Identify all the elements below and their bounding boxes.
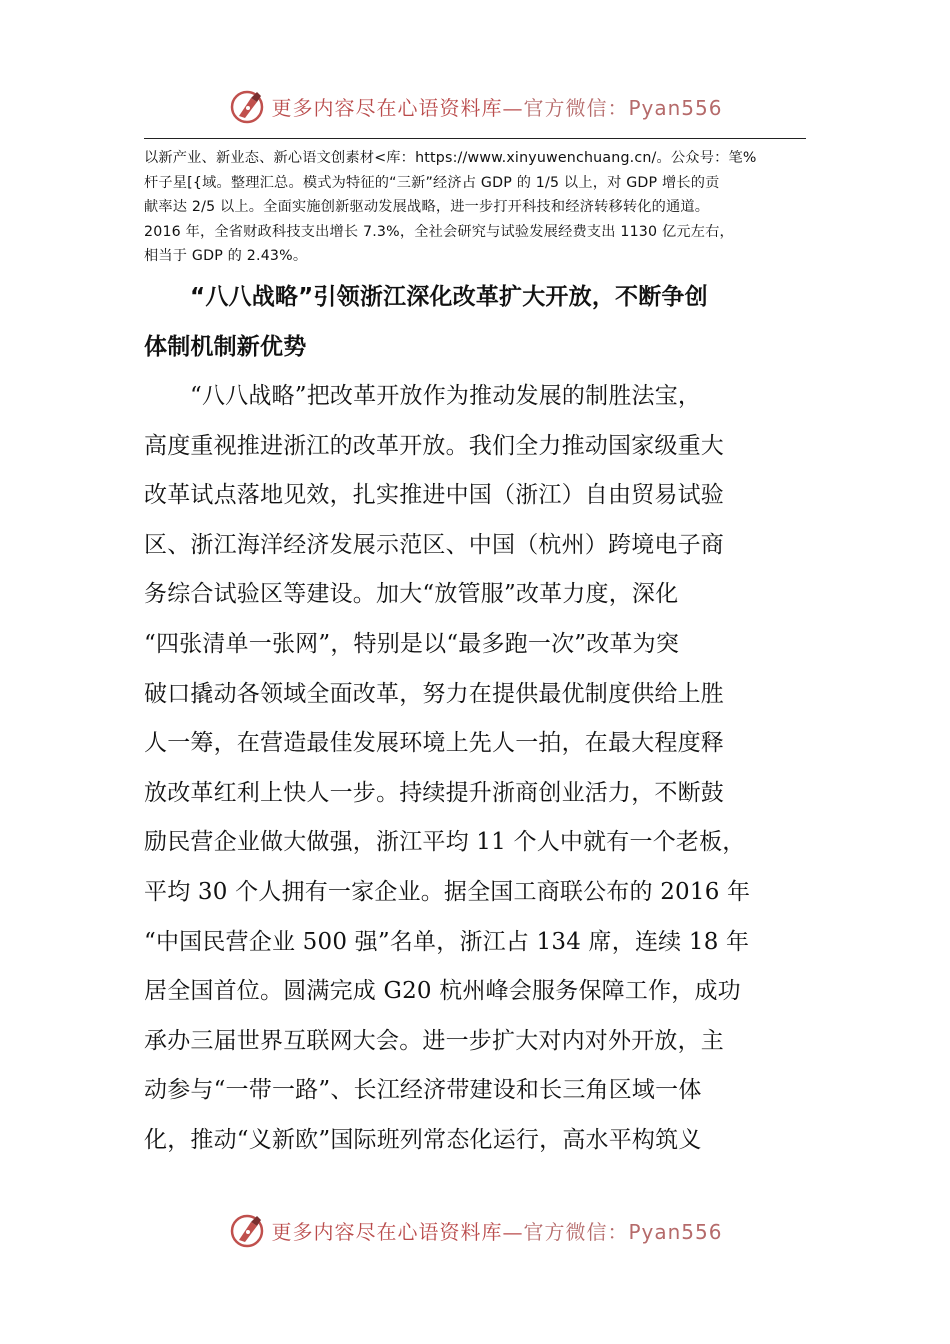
heading-line: “八八战略”引领浙江深化改革扩大开放，不断争创 <box>190 284 708 310</box>
body-line: 放改革红利上快人一步。持续提升浙商创业活力，不断鼓 <box>144 779 724 806</box>
pen-nib-logo-icon <box>227 86 267 126</box>
footer-banner <box>0 1206 950 1254</box>
body-line: 动参与“一带一路”、长江经济带建设和长三角区域一体 <box>144 1077 702 1104</box>
body-line: “八八战略”把改革开放作为推动发展的制胜法宝， <box>190 383 702 409</box>
body-line: “中国民营企业 500 强”名单，浙江占 134 席，连续 18 年 <box>144 928 750 955</box>
body-line: 化，推动“义新欧”国际班列常态化运行，高水平构筑义 <box>144 1126 702 1153</box>
body-line: 居全国首位。圆满完成 G20 杭州峰会服务保障工作，成功 <box>144 978 741 1005</box>
intro-line: 2016 年，全省财政科技支出增长 7.3%，全社会研究与试验发展经费支出 1130 亿元左右， <box>144 223 734 240</box>
banner-text: 更多内容尽在心语资料库—官方微信：Pyan556 <box>271 1219 723 1244</box>
body-line: 破口撬动各领域全面改革，努力在提供最优制度供给上胜 <box>144 680 724 707</box>
intro-line: 杆子星[{域。整理汇总。模式为特征的“三新”经济占 GDP 的 1/5 以上，对 GDP 增长的贡 <box>144 174 720 191</box>
body-line: 平均 30 个人拥有一家企业。据全国工商联公布的 2016 年 <box>144 878 751 905</box>
intro-line: 献率达 2/5 以上。全面实施创新驱动发展战略，进一步打开科技和经济转移转化的通道。 <box>144 199 710 216</box>
section-heading <box>144 273 808 372</box>
body-line: 务综合试验区等建设。加大“放管服”改革力度，深化 <box>144 581 679 608</box>
body-line: 改革试点落地见效，扎实推进中国（浙江）自由贸易试验 <box>144 482 724 509</box>
body-line: 人一筹，在营造最佳发展环境上先人一拍，在最大程度释 <box>144 730 724 757</box>
header-rule <box>144 138 806 139</box>
body-line: 励民营企业做大做强，浙江平均 11 个人中就有一个老板， <box>144 829 746 856</box>
pen-nib-logo-icon <box>227 1210 267 1250</box>
body-line: 承办三届世界互联网大会。进一步扩大对内对外开放，主 <box>144 1027 724 1054</box>
banner-text: 更多内容尽在心语资料库—官方微信：Pyan556 <box>271 95 723 120</box>
intro-line: 相当于 GDP 的 2.43%。 <box>144 248 308 265</box>
header-banner <box>0 82 950 130</box>
body-line: 区、浙江海洋经济发展示范区、中国（杭州）跨境电子商 <box>144 531 724 558</box>
body-line: 高度重视推进浙江的改革开放。我们全力推动国家级重大 <box>144 432 724 459</box>
body-paragraph <box>144 372 808 1166</box>
intro-paragraph <box>144 146 808 269</box>
intro-line: 以新产业、新业态、新心语文创素材<库：https://www.xinyuwenchuang.cn/。公众号：笔% <box>144 150 757 166</box>
body-line: “四张清单一张网”，特别是以“最多跑一次”改革为突 <box>144 630 680 657</box>
heading-line: 体制机制新优势 <box>144 333 307 360</box>
